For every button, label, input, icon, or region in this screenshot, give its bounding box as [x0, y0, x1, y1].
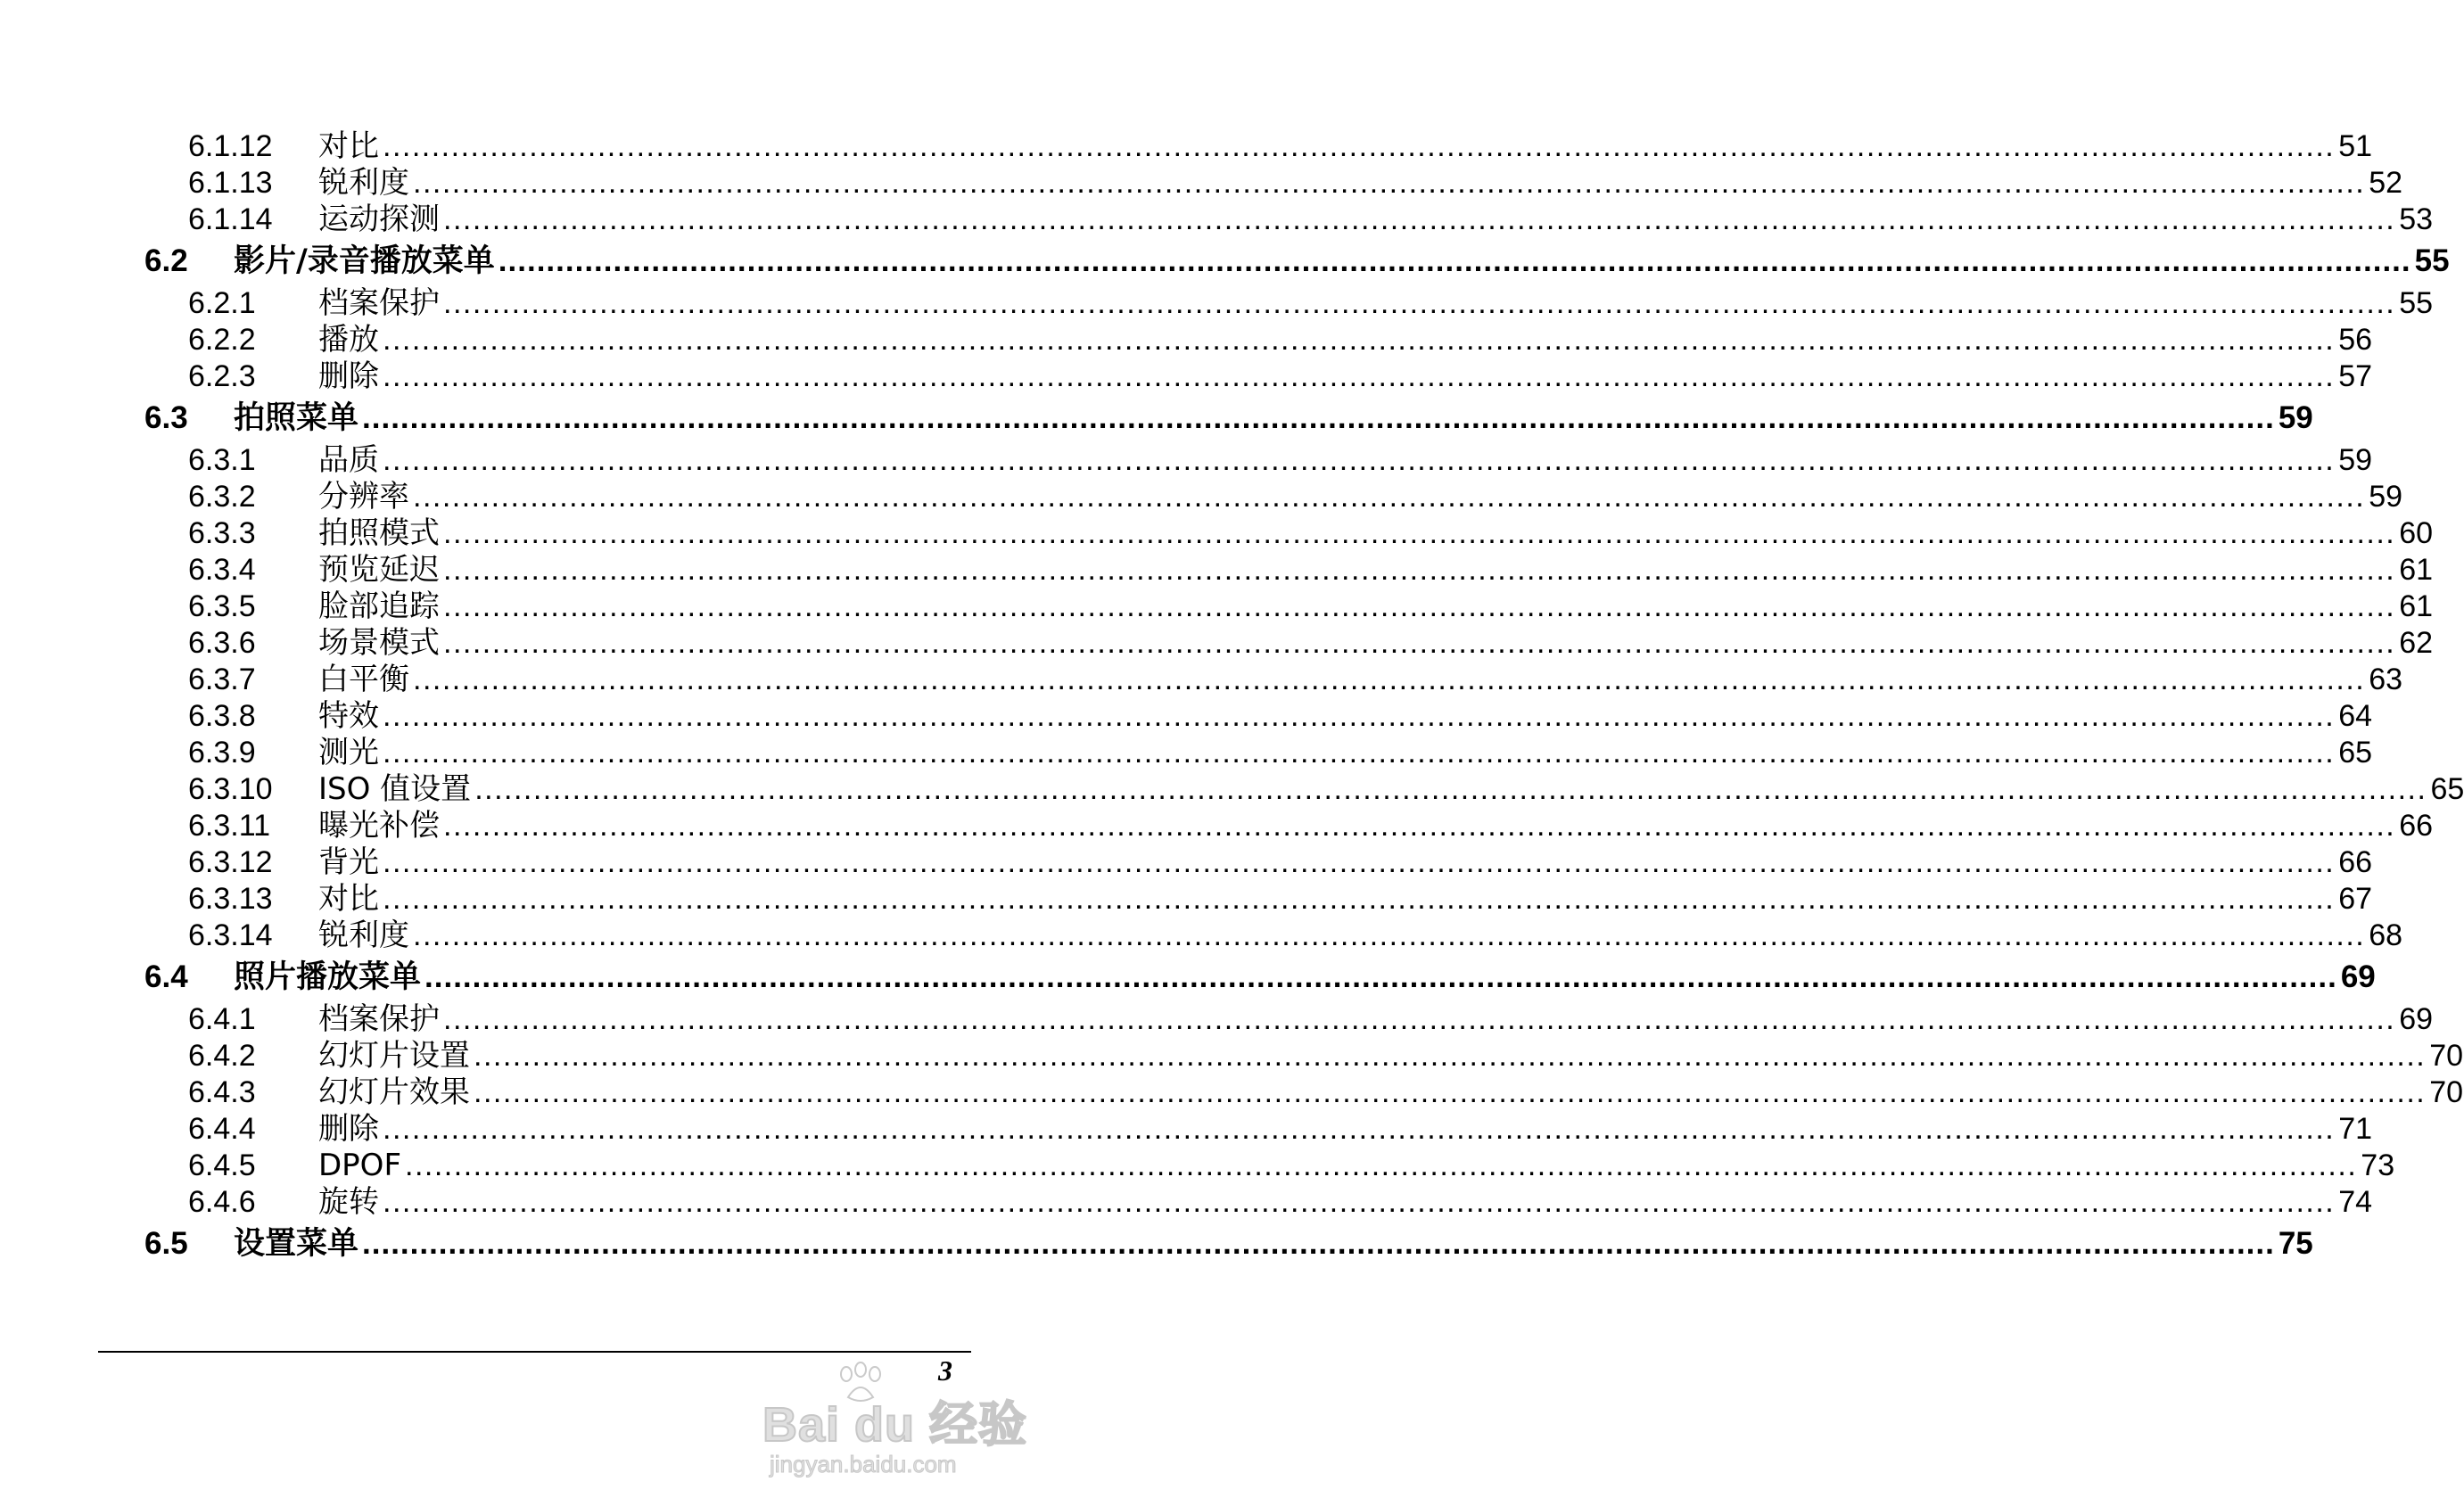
toc-dot-leader: ........................................................................................................................................................................................................ — [413, 663, 2366, 696]
toc-entry-page: 74 — [2338, 1185, 2373, 1219]
toc-entry-page: 59 — [2338, 443, 2373, 477]
toc-entry-number: 6.2 — [144, 243, 188, 278]
toc-entry-title: 拍照菜单 — [234, 400, 359, 436]
toc-subsection-entry[interactable] — [188, 127, 2373, 166]
toc-entry-title: 特效 — [318, 698, 379, 734]
page-number: 3 — [938, 1354, 952, 1387]
toc-subsection-entry[interactable] — [188, 550, 2434, 589]
toc-dot-leader: ........................................................................................................................................................................................................ — [443, 202, 2396, 236]
toc-section-entry[interactable] — [144, 958, 2376, 997]
toc-entry-title: 运动探测 — [318, 202, 440, 237]
toc-entry-title: 删除 — [318, 358, 379, 394]
toc-entry-number: 6.3 — [144, 400, 188, 435]
toc-entry-number: 6.4.3 — [188, 1075, 256, 1109]
toc-entry-page: 56 — [2338, 323, 2373, 357]
toc-entry-title: 白平衡 — [318, 662, 409, 697]
toc-entry-number: 6.3.3 — [188, 516, 256, 550]
toc-entry-number: 6.2.1 — [188, 286, 256, 320]
toc-entry-number: 6.2.2 — [188, 323, 256, 357]
toc-dot-leader: ........................................................................................................................................................................................................ — [383, 736, 2336, 770]
toc-dot-leader: ........................................................................................................................................................................................................ — [443, 516, 2396, 550]
toc-entry-number: 6.3.7 — [188, 663, 256, 696]
toc-dot-leader: ........................................................................................................................................................................................................ — [383, 1185, 2336, 1219]
watermark-url: jingyan.baidu.com — [770, 1451, 957, 1477]
toc-entry-number: 6.3.6 — [188, 626, 256, 660]
toc-entry-page: 69 — [2340, 959, 2376, 994]
toc-entry-title: 对比 — [318, 881, 379, 917]
toc-entry-page: 69 — [2399, 1002, 2434, 1036]
toc-entry-page: 66 — [2399, 809, 2434, 843]
toc-entry-title: 拍照模式 — [318, 515, 440, 551]
toc-dot-leader: ........................................................................................................................................................................................................ — [383, 443, 2336, 477]
toc-entry-number: 6.1.13 — [188, 166, 273, 200]
toc-dot-leader: ........................................................................................................................................................................................................ — [383, 882, 2336, 916]
toc-section-entry[interactable] — [144, 242, 2450, 281]
toc-subsection-entry[interactable] — [188, 733, 2373, 772]
toc-subsection-entry[interactable] — [188, 477, 2403, 516]
toc-subsection-entry[interactable] — [188, 163, 2403, 202]
watermark-brand: Bai du 经验 — [762, 1398, 1028, 1452]
toc-entry-title: 锐利度 — [318, 918, 409, 953]
toc-entry-title: 设置菜单 — [234, 1226, 359, 1262]
toc-entry-page: 75 — [2278, 1226, 2313, 1261]
toc-section-entry[interactable] — [144, 399, 2313, 438]
toc-entry-number: 6.3.1 — [188, 443, 256, 477]
toc-entry-number: 6.2.3 — [188, 359, 256, 393]
toc-subsection-entry[interactable] — [188, 320, 2373, 359]
toc-entry-page: 66 — [2338, 845, 2373, 879]
toc-entry-title: DPOF — [318, 1148, 402, 1183]
toc-subsection-entry[interactable] — [188, 879, 2373, 918]
toc-subsection-entry[interactable] — [188, 1000, 2434, 1039]
toc-entry-title: 锐利度 — [318, 165, 409, 201]
toc-entry-title: 旋转 — [318, 1184, 379, 1220]
toc-entry-title: 曝光补偿 — [318, 808, 440, 844]
toc-subsection-entry[interactable] — [188, 1109, 2373, 1148]
toc-entry-number: 6.3.11 — [188, 809, 271, 843]
toc-entry-title: ISO 值设置 — [318, 771, 472, 807]
toc-entry-page: 70 — [2429, 1039, 2464, 1073]
toc-dot-leader: ........................................................................................................................................................................................................ — [443, 286, 2396, 320]
toc-entry-number: 6.4.6 — [188, 1185, 256, 1219]
toc-entry-number: 6.3.5 — [188, 589, 256, 623]
toc-dot-leader: ........................................................................................................................................................................................................ — [405, 1148, 2358, 1182]
toc-entry-page: 61 — [2399, 589, 2434, 623]
toc-entry-title: 影片/录音播放菜单 — [234, 243, 495, 279]
toc-dot-leader: ........................................................................................................................................................................................................ — [424, 959, 2337, 994]
toc-dot-leader: ........................................................................................................................................................................................................ — [383, 845, 2336, 879]
toc-entry-title: 测光 — [318, 735, 379, 770]
toc-entry-page: 73 — [2361, 1148, 2395, 1182]
toc-entry-number: 6.4 — [144, 959, 188, 994]
toc-entry-page: 65 — [2338, 736, 2373, 770]
toc-entry-page: 62 — [2399, 626, 2434, 660]
toc-subsection-entry[interactable] — [188, 357, 2373, 396]
toc-entry-title: 删除 — [318, 1111, 379, 1147]
toc-subsection-entry[interactable] — [188, 514, 2434, 553]
toc-dot-leader: ........................................................................................................................................................................................................ — [383, 323, 2336, 357]
toc-entry-page: 60 — [2399, 516, 2434, 550]
toc-entry-page: 55 — [2399, 286, 2434, 320]
toc-dot-leader: ........................................................................................................................................................................................................ — [443, 809, 2396, 843]
toc-entry-page: 71 — [2338, 1112, 2373, 1146]
toc-entry-title: 幻灯片效果 — [318, 1074, 470, 1110]
toc-entry-number: 6.1.12 — [188, 129, 273, 163]
toc-entry-page: 70 — [2429, 1075, 2464, 1109]
toc-entry-title: 预览延迟 — [318, 552, 440, 588]
toc-entry-page: 64 — [2338, 699, 2373, 733]
toc-dot-leader: ........................................................................................................................................................................................................ — [383, 699, 2336, 733]
toc-subsection-entry[interactable] — [188, 1182, 2373, 1222]
toc-dot-leader: ........................................................................................................................................................................................................ — [413, 918, 2366, 952]
toc-subsection-entry[interactable] — [188, 284, 2434, 323]
toc-entry-page: 52 — [2369, 166, 2403, 200]
toc-entry-title: 品质 — [318, 442, 379, 478]
toc-entry-number: 6.5 — [144, 1226, 188, 1261]
toc-dot-leader: ........................................................................................................................................................................................................ — [443, 553, 2396, 587]
toc-entry-title: 场景模式 — [318, 625, 440, 661]
toc-entry-number: 6.4.5 — [188, 1148, 256, 1182]
toc-entry-page: 59 — [2369, 480, 2403, 514]
toc-entry-page: 63 — [2369, 663, 2403, 696]
toc-section-entry[interactable] — [144, 1224, 2313, 1263]
toc-entry-page: 68 — [2369, 918, 2403, 952]
toc-entry-number: 6.3.2 — [188, 480, 256, 514]
toc-entry-page: 53 — [2399, 202, 2434, 236]
toc-entry-number: 6.3.9 — [188, 736, 256, 770]
toc-entry-number: 6.3.10 — [188, 772, 273, 806]
toc-entry-title: 播放 — [318, 322, 379, 358]
toc-entry-number: 6.3.12 — [188, 845, 273, 879]
toc-dot-leader: ........................................................................................................................................................................................................ — [383, 129, 2336, 163]
toc-dot-leader: ........................................................................................................................................................................................................ — [474, 772, 2427, 806]
toc-entry-number: 6.3.4 — [188, 553, 256, 587]
toc-subsection-entry[interactable] — [188, 1073, 2464, 1112]
toc-subsection-entry[interactable] — [188, 770, 2464, 809]
toc-entry-page: 61 — [2399, 553, 2434, 587]
toc-dot-leader: ........................................................................................................................................................................................................ — [362, 400, 2275, 435]
toc-dot-leader: ........................................................................................................................................................................................................ — [474, 1075, 2427, 1109]
toc-entry-page: 51 — [2338, 129, 2373, 163]
toc-dot-leader: ........................................................................................................................................................................................................ — [383, 359, 2336, 393]
toc-entry-number: 6.3.13 — [188, 882, 273, 916]
toc-dot-leader: ........................................................................................................................................................................................................ — [413, 480, 2366, 514]
footer-divider — [98, 1351, 971, 1353]
toc-entry-title: 对比 — [318, 128, 379, 164]
toc-subsection-entry[interactable] — [188, 806, 2434, 845]
toc-subsection-entry[interactable] — [188, 440, 2373, 480]
toc-entry-number: 6.4.4 — [188, 1112, 256, 1146]
toc-dot-leader: ........................................................................................................................................................................................................ — [362, 1226, 2275, 1261]
toc-subsection-entry[interactable] — [188, 200, 2434, 239]
toc-entry-title: 档案保护 — [318, 1001, 440, 1037]
toc-entry-page: 67 — [2338, 882, 2373, 916]
toc-subsection-entry[interactable] — [188, 623, 2434, 663]
toc-dot-leader: ........................................................................................................................................................................................................ — [383, 1112, 2336, 1146]
toc-entry-number: 6.4.2 — [188, 1039, 256, 1073]
toc-subsection-entry[interactable] — [188, 1146, 2395, 1185]
toc-subsection-entry[interactable] — [188, 843, 2373, 882]
toc-dot-leader: ........................................................................................................................................................................................................ — [443, 589, 2396, 623]
toc-entry-number: 6.3.8 — [188, 699, 256, 733]
toc-entry-page: 65 — [2430, 772, 2464, 806]
toc-entry-title: 档案保护 — [318, 285, 440, 321]
toc-entry-title: 脸部追踪 — [318, 588, 440, 624]
toc-entry-title: 背光 — [318, 844, 379, 880]
toc-dot-leader: ........................................................................................................................................................................................................ — [443, 626, 2396, 660]
toc-entry-number: 6.3.14 — [188, 918, 273, 952]
toc-subsection-entry[interactable] — [188, 587, 2434, 626]
toc-dot-leader: ........................................................................................................................................................................................................ — [498, 243, 2411, 278]
toc-entry-title: 分辨率 — [318, 479, 409, 514]
toc-subsection-entry[interactable] — [188, 1036, 2464, 1075]
toc-entry-page: 57 — [2338, 359, 2373, 393]
toc-entry-page: 55 — [2414, 243, 2450, 278]
toc-dot-leader: ........................................................................................................................................................................................................ — [413, 166, 2366, 200]
toc-subsection-entry[interactable] — [188, 696, 2373, 736]
toc-entry-number: 6.1.14 — [188, 202, 273, 236]
toc-entry-number: 6.4.1 — [188, 1002, 256, 1036]
toc-entry-title: 幻灯片设置 — [318, 1038, 470, 1074]
toc-dot-leader: ........................................................................................................................................................................................................ — [474, 1039, 2427, 1073]
toc-subsection-entry[interactable] — [188, 660, 2403, 699]
toc-dot-leader: ........................................................................................................................................................................................................ — [443, 1002, 2396, 1036]
toc-subsection-entry[interactable] — [188, 916, 2403, 955]
toc-entry-title: 照片播放菜单 — [234, 959, 422, 995]
baidu-watermark — [754, 1362, 1028, 1486]
toc-entry-page: 59 — [2278, 400, 2313, 435]
